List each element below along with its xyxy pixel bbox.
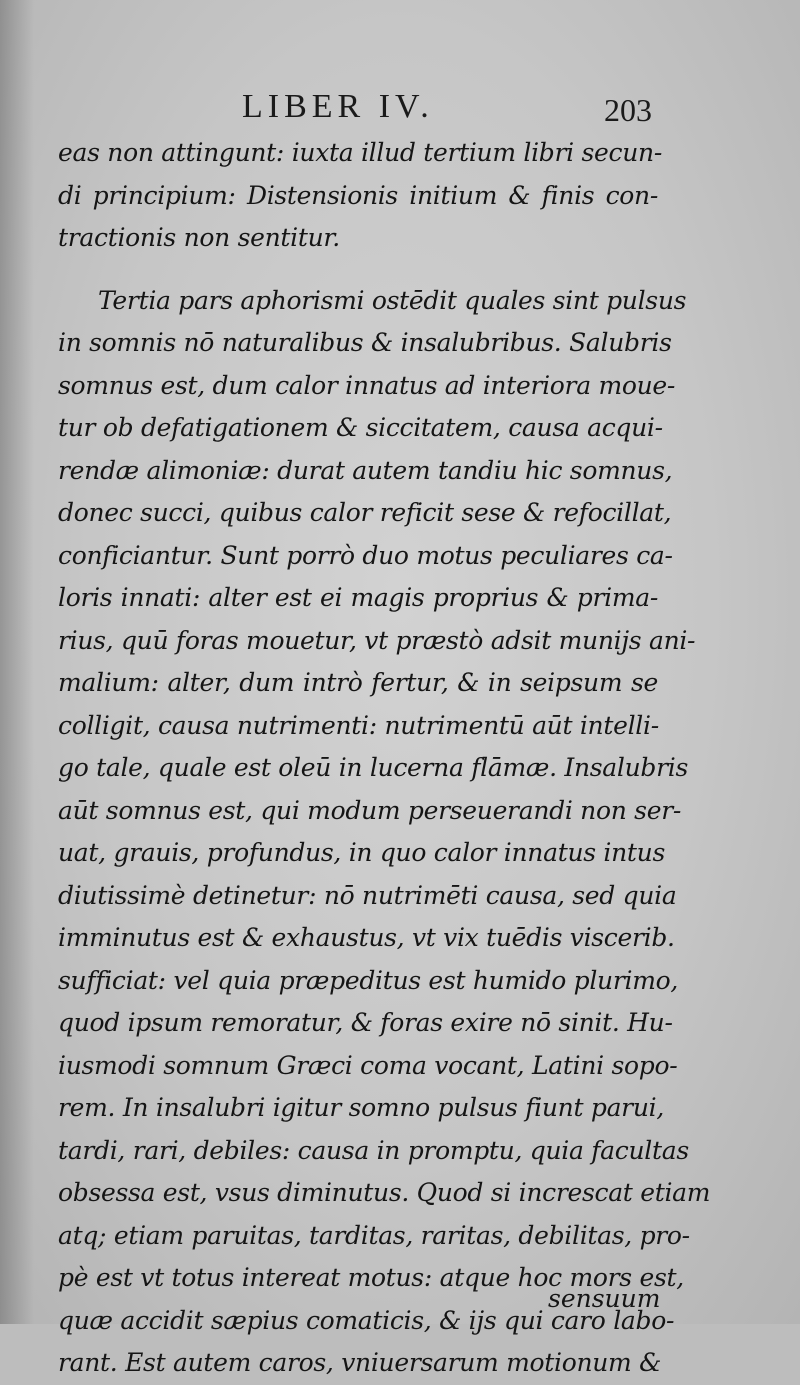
page-number: 203 <box>604 92 652 128</box>
paragraph-2 <box>58 280 711 1385</box>
text-line: rem. In insalubri igitur somno pulsus fiunt parui, <box>58 1093 664 1122</box>
text-line: aūt somnus est, qui modum perseuerandi non ser- <box>58 795 681 825</box>
text-line: donec succi, quibus calor reficit sese & refocillat, <box>58 498 672 527</box>
text-line: pè est vt totus intereat motus: atque hoc mors est, <box>58 1263 684 1292</box>
page-edge-shadow <box>0 0 34 1324</box>
page-header <box>0 78 800 128</box>
text-line: malium: alter, dum intrò fertur, & in seipsum se <box>58 668 658 697</box>
text-line: quæ accidit sæpius comaticis, & ijs qui caro labo- <box>58 1305 675 1335</box>
text-line: quod ipsum remoratur, & foras exire nō sinit. Hu- <box>58 1008 673 1037</box>
text-line: Tertia pars aphorismi ostēdit quales sint pulsus <box>98 285 687 315</box>
text-line: in somnis nō naturalibus & insalubribus. Salubris <box>58 328 672 357</box>
text-line: rant. Est autem caros, vniuersarum motionum & <box>58 1348 662 1377</box>
running-title: LIBER IV. <box>242 88 434 125</box>
text-line: tur ob defatigationem & siccitatem, causa acqui- <box>58 413 663 442</box>
paragraph-1 <box>58 132 662 260</box>
text-line: colligit, causa nutrimenti: nutrimentū aūt intelli- <box>58 710 659 740</box>
text-line: uat, grauis, profundus, in quo calor innatus intus <box>58 838 666 867</box>
text-line: go tale, quale est oleū in lucerna flāmæ. Insalubris <box>58 753 688 782</box>
text-line: tractionis non sentitur. <box>58 223 340 252</box>
text-line: somnus est, dum calor innatus ad interiora moue- <box>58 370 676 400</box>
text-line: di principium: Distensionis initium & finis con- <box>58 180 658 210</box>
text-line: imminutus est & exhaustus, vt vix tuēdis viscerib. <box>58 923 675 952</box>
text-line: tardi, rari, debiles: causa in promptu, quia facultas <box>58 1135 689 1165</box>
catchword: sensuum <box>548 1284 661 1313</box>
body-text <box>58 132 711 1385</box>
text-line: rendæ alimoniæ: durat autem tandiu hic somnus, <box>58 455 673 485</box>
text-line: diutissimè detinetur: nō nutrimēti causa, sed quia <box>58 880 677 910</box>
text-line: atq; etiam paruitas, tarditas, raritas, debilitas, pro- <box>58 1220 690 1250</box>
text-line: sufficiat: vel quia præpeditus est humido plurimo, <box>58 965 679 995</box>
text-line: loris innati: alter est ei magis proprius & prima- <box>58 583 658 612</box>
paragraph-gap <box>58 260 658 280</box>
text-line: rius, quū foras mouetur, vt præstò adsit munijs ani- <box>58 625 696 655</box>
text-line: eas non attingunt: iuxta illud tertium libri secun- <box>58 138 662 167</box>
text-line: conficiantur. Sunt porrò duo motus peculiares ca- <box>58 540 673 570</box>
text-line: iusmodi somnum Græci coma vocant, Latini sopo- <box>58 1050 678 1080</box>
text-line: obsessa est, vsus diminutus. Quod si increscat etiam <box>58 1178 711 1207</box>
